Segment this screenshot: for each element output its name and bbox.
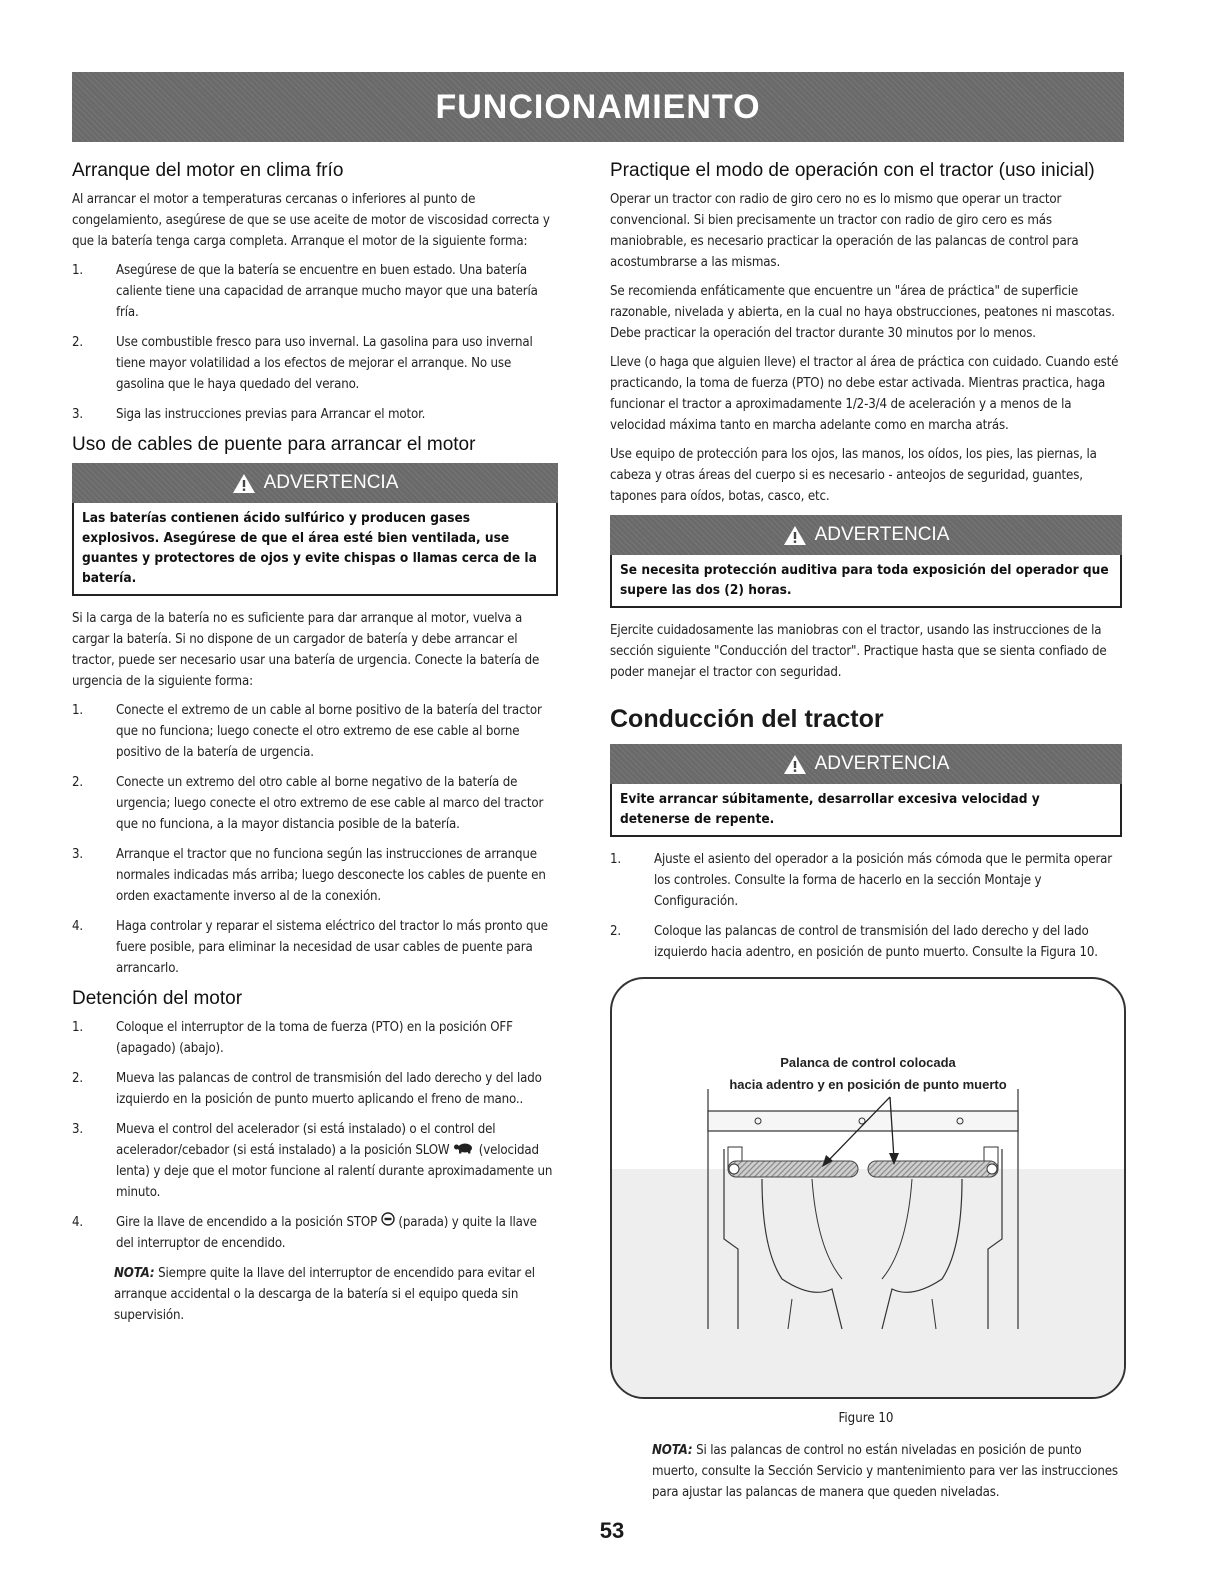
- list-item: 3. Siga las instrucciones previas para Arrancar el motor.: [72, 407, 426, 422]
- list-item: 2. Coloque las palancas de control de transmisión del lado derecho y del lado izquierdo hacia adentro, en posición de punto muerto. Consulte la Figura 10.: [610, 924, 1098, 960]
- warning-header: [610, 744, 1122, 784]
- cold-start-intro: Al arrancar el motor a temperaturas cercanas o inferiores al punto de congelamiento, asegúrese de que se use aceite de motor de viscosidad correcta y que la batería tenga carga completa. Arranque el motor de la siguiente forma:: [72, 192, 550, 249]
- driving-note: NOTA: Si las palancas de control no están niveladas en posición de punto muerto, consulte la Sección Servicio y mantenimiento para ver las instrucciones para ajustar las palancas de manera que queden niveladas.: [652, 1443, 1118, 1500]
- practice-paragraph: Use equipo de protección para los ojos, las manos, los oídos, los pies, las piernas, la cabeza y otras áreas del cuerpo si es necesario - anteojos de seguridad, guantes, tapones para oídos, botas, casco, etc.: [610, 447, 1097, 504]
- control-lever-diagram: [612, 979, 1124, 1397]
- cold-start-heading: Arranque del motor en clima frío: [72, 160, 344, 181]
- warning-label: ADVERTENCIA: [814, 524, 950, 545]
- page-number: 53: [599, 1518, 625, 1543]
- driving-heading: Conducción del tractor: [610, 705, 884, 733]
- driving-warning-box: [610, 744, 1122, 837]
- practice-paragraph: Se recomienda enfáticamente que encuentre un "área de práctica" de superficie razonable, nivelada y abierta, en la cual no haya obstrucciones, peatones ni mascotas. Debe practicar la operación del tractor durante 30 minutos por lo menos.: [610, 284, 1115, 341]
- warning-header: [72, 463, 558, 503]
- list-item: 1. Asegúrese de que la batería se encuentre en buen estado. Una batería caliente tiene una capacidad de arranque mucho mayor que una batería fría.: [72, 263, 538, 320]
- warning-text: Evite arrancar súbitamente, desarrollar excesiva velocidad y detenerse de repente.: [610, 784, 1122, 837]
- practice-after-warning: Ejercite cuidadosamente las maniobras con el tractor, usando las instrucciones de la sección siguiente "Conducción del tractor". Practique hasta que se sienta confiado de poder manejar el tractor con seguridad.: [610, 623, 1107, 680]
- list-item: 1. Coloque el interruptor de la toma de fuerza (PTO) en la posición OFF (apagado) (abajo).: [72, 1020, 513, 1056]
- warning-label: ADVERTENCIA: [814, 753, 950, 774]
- figure-label-line2: hacia adentro y en posición de punto muerto: [729, 1077, 1007, 1092]
- practice-paragraph: Operar un tractor con radio de giro cero no es lo mismo que operar un tractor convencional. Si bien precisamente un tractor con radio de giro cero es más maniobrable, es necesario practicar la operación de las palancas de control para acostumbrarse a las mismas.: [610, 192, 1079, 270]
- list-item: 4. Gire la llave de encendido a la posición STOP (parada) y quite la llave del interruptor de encendido.: [72, 1215, 537, 1251]
- figure-label-line1: Palanca de control colocada: [780, 1055, 956, 1070]
- list-item: 2. Mueva las palancas de control de transmisión del lado derecho y del lado izquierdo en la posición de punto muerto aplicando el freno de mano..: [72, 1071, 542, 1107]
- right-column: [610, 160, 1122, 1511]
- list-item: 4. Haga controlar y reparar el sistema eléctrico del tractor lo más pronto que fuere posible, para eliminar la necesidad de usar cables de puente para arrancarlo.: [72, 919, 548, 976]
- stop-note: NOTA: Siempre quite la llave del interruptor de encendido para evitar el arranque accidental o la descarga de la batería si el equipo queda sin supervisión.: [114, 1266, 535, 1323]
- stop-steps: [72, 1017, 558, 1254]
- page-banner: [72, 72, 1124, 142]
- warning-label: ADVERTENCIA: [263, 472, 399, 493]
- warning-header: [610, 515, 1122, 555]
- warning-text: Se necesita protección auditiva para toda exposición del operador que supere las dos (2) horas.: [610, 555, 1122, 608]
- warning-triangle-icon: [783, 754, 807, 775]
- cold-start-steps: [72, 260, 558, 425]
- warning-triangle-icon: [232, 473, 256, 494]
- list-item: 1. Conecte el extremo de un cable al borne positivo de la batería del tractor que no funciona; luego conecte el otro extremo de ese cable al borne positivo de la batería de urgencia.: [72, 703, 542, 760]
- stop-sign-icon: [381, 1215, 395, 1230]
- jumper-intro: Si la carga de la batería no es suficiente para dar arranque al motor, vuelva a cargar la batería. Si no dispone de un cargador de batería y debe arrancar el tractor, puede ser necesario usar una batería de urgencia. Conecte la batería de urgencia de la siguiente forma:: [72, 611, 540, 689]
- turtle-icon: [453, 1143, 475, 1158]
- warning-triangle-icon: [783, 525, 807, 546]
- figure-caption: Figure 10: [838, 1411, 894, 1426]
- battery-warning-box: [72, 463, 558, 596]
- left-column: [72, 160, 558, 1334]
- driving-steps: [610, 849, 1122, 963]
- warning-text: Las baterías contienen ácido sulfúrico y producen gases explosivos. Asegúrese de que el área esté bien ventilada, use guantes y protectores de ojos y evite chispas o llamas cerca de la batería.: [72, 503, 558, 596]
- list-item: 3. Mueva el control del acelerador (si está instalado) o el control del acelerador/cebador (si está instalado) a la posición SLOW (velocidad lenta) y deje que el motor funcione al ralentí durante aproximadamente un minuto.: [72, 1122, 553, 1200]
- jumper-heading: Uso de cables de puente para arrancar el motor: [72, 434, 476, 455]
- practice-heading: Practique el modo de operación con el tractor (uso inicial): [610, 160, 1095, 181]
- banner-title: FUNCIONAMIENTO: [435, 87, 761, 126]
- list-item: 3. Arranque el tractor que no funciona según las instrucciones de arranque normales indicadas más arriba; luego desconecte los cables de puente en orden exactamente inverso al de la conexión.: [72, 847, 546, 904]
- figure-10: [610, 977, 1126, 1399]
- jumper-steps: [72, 700, 558, 979]
- practice-paragraph: Lleve (o haga que alguien lleve) el tractor al área de práctica con cuidado. Cuando esté practicando, la toma de fuerza (PTO) no debe estar activada. Mientras practica, haga funcionar el tractor a aproximadamente 1/2-3/4 de aceleración y a menos de la velocidad máxima tanto en marcha adelante como en marcha atrás.: [610, 355, 1119, 433]
- list-item: 1. Ajuste el asiento del operador a la posición más cómoda que le permita operar los controles. Consulte la forma de hacerlo en la sección Montaje y Configuración.: [610, 852, 1113, 909]
- list-item: 2. Conecte un extremo del otro cable al borne negativo de la batería de urgencia; luego conecte el otro extremo de ese cable al marco del tractor que no funciona, a la mayor distancia posible de la batería.: [72, 775, 544, 832]
- stop-heading: Detención del motor: [72, 988, 243, 1009]
- hearing-warning-box: [610, 515, 1122, 608]
- list-item: 2. Use combustible fresco para uso invernal. La gasolina para uso invernal tiene mayor volatilidad a los efectos de mejorar el arranque. No use gasolina que le haya quedado del verano.: [72, 335, 533, 392]
